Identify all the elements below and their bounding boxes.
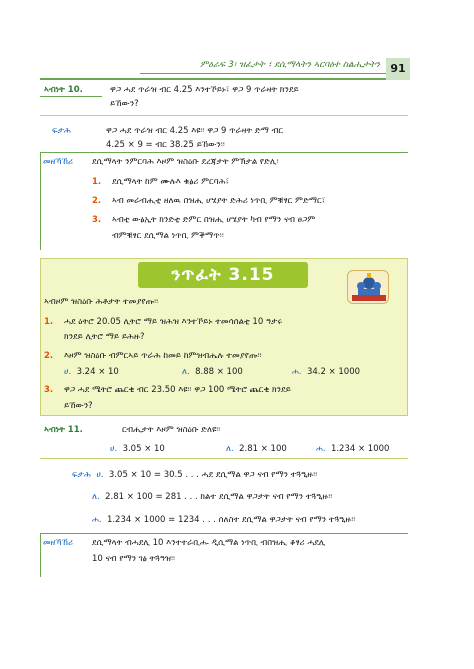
example-11-a-label: ሀ. (110, 444, 118, 454)
chapter-header: ምዕራፍ 3፡ ዝፈታት ፣ ደሲማላትን ኣርባዕተ ስልሒታትን (199, 60, 380, 70)
exercise-q2-c-label: ሐ. (292, 367, 302, 377)
note-1-item-1-text: ደሲማላት ከም ሙሉእ ቁፅሪ ምርባሕ፣ (112, 177, 230, 187)
exercise-q2-b (182, 366, 243, 378)
exercise-q2-text: እዞም ዝስዕቡ ብምርኣይ ጥራሕ ከመይ ከምዝብሔሉ ተመያየጡ፡፡ (64, 351, 262, 361)
exercise-instruction: ኣብዞም ዝስዕቡ ሕቶታት ተመያየጡ፡፡ (44, 297, 159, 307)
exercise-q2-b-label: ለ. (182, 367, 190, 377)
note-2-line1: ደሲማላት ብሓደሊ 10 እንተተራቢሑ ዲሲማል ነጥቢ ብበዝሒ ቆፃሪ ሓደሊ (92, 538, 326, 548)
exercise-q2-a-text: 3.24 × 10 (76, 367, 119, 377)
exercise-q2-b-text: 8.88 × 100 (195, 367, 243, 377)
example-10-question-line1: ዋጋ ሓደ ጥራዝ ብር 4.25 እንተኾይኑ፣ ዋጋ 9 ጥራዛት ክንደይ (110, 85, 299, 95)
solution-11-a-text: 3.05 × 10 = 30.5 . . . ሓደ ደሲማል ዋጋ ናብ የማን ተጓዒዙ፡፡ (108, 470, 318, 480)
example-10-separator (40, 115, 408, 116)
example-11-b-label: ለ. (226, 444, 234, 454)
example-11-separator (40, 458, 408, 459)
solution-11-b (92, 491, 332, 503)
note-1-item-1-num: 1. (92, 177, 102, 187)
exercise-q3-line1 (44, 384, 291, 396)
example-11-label: ኣብነት 11. (44, 425, 83, 435)
example-11-a (110, 443, 165, 455)
solution-10-line2: 4.25 × 9 = ብር 38.25 ይኸውን፡፡ (106, 140, 225, 150)
note-1-item-2-num: 2. (92, 196, 102, 206)
exercise-q2-a (64, 366, 119, 378)
example-11-a-text: 3.05 × 10 (122, 444, 165, 454)
solution-11-c-text: 1.234 × 1000 = 1234 . . . ሰለስተ ደሲማል ዋጋታት ናብ የማን ተጓዒዙ፡፡ (106, 515, 356, 525)
page-number: 91 (386, 58, 410, 80)
exercise-q1-text: ሓደ ዕትሮ 20.05 ሊትሮ ማይ ዝሕዝ እንተኾይኑ ተመሳሰልቲ 10 ዓታሩ (64, 317, 283, 327)
note-1-label: መዘኻኸሪ (43, 157, 73, 167)
exercise-illustration-icon (347, 270, 389, 304)
solution-10-label: ፍታሕ (52, 126, 71, 136)
example-11-b (226, 443, 287, 455)
exercise-q3-text: ዋጋ ሓደ ሜትሮ ጨርቂ ብር 23.50 እዩ፡፡ ዋጋ 100 ሜትሮ ጨርቂ ክንደይ (64, 385, 291, 395)
solution-10-line1: ዋጋ ሓደ ጥራዝ ብር 4.25 እዩ፡፡ ዋጋ 9 ጥራዛት ድማ ብር (106, 126, 284, 136)
solution-11-a-label: ሀ. (96, 470, 104, 480)
solution-11-c-label: ሐ. (92, 515, 102, 525)
example-11-b-text: 2.81 × 100 (239, 444, 287, 454)
example-10-label: ኣብነት 10. (44, 85, 83, 95)
solution-11-b-text: 2.81 × 100 = 281 . . . ክልተ ደሲማል ዋጋታት ናብ የማን ተጓዒዙ፡፡ (105, 492, 333, 502)
exercise-q3-line2: ይኸውን? (64, 401, 93, 411)
exercise-q1-line1 (44, 316, 282, 328)
header-underline (140, 73, 400, 74)
exercise-title: ንጥፈት 3.15 (171, 265, 275, 285)
solution-11-b-label: ለ. (92, 492, 100, 502)
exercise-q2-c-text: 34.2 × 1000 (306, 367, 361, 377)
note-1-item-3-num: 3. (92, 215, 102, 225)
exercise-q2-c (292, 366, 360, 378)
example-11-c (316, 443, 389, 455)
header-rule (40, 78, 386, 80)
note-1-item-3 (92, 214, 315, 226)
exercise-q2-num: 2. (44, 351, 54, 361)
exercise-q1-num: 1. (44, 317, 54, 327)
solution-11-a (72, 469, 317, 481)
exercise-q2 (44, 350, 262, 362)
exercise-q2-a-label: ሀ. (64, 367, 72, 377)
example-11-c-label: ሐ. (316, 444, 326, 454)
exercise-q1-line2: ክንደይ ሊትሮ ማይ ይሕዙ? (64, 332, 145, 342)
note-1-intro: ደሲማላት ንምርባሕ እዞም ዝስዕቡ ደረጃታት ምኽታል የድሊ፡ (92, 157, 279, 167)
note-1-item-3-text: ኣብቲ ውፅኢት ክንድቲ ድምር በዝሒ ሆሄያት ካብ የማን ናብ ፀጋም (112, 215, 316, 225)
example-10-question-line2: ይኸውን? (110, 99, 139, 109)
solution-11-c (92, 514, 355, 526)
example-11-question: ርብሒታት እዞም ዝስዕቡ ድለዩ፡፡ (122, 425, 221, 435)
note-1-item-3-cont: ብምቑፃር ደሲማል ነጥቢ ምቕማጥ፡፡ (112, 231, 224, 241)
exercise-q3-num: 3. (44, 385, 54, 395)
solution-11-label: ፍታሕ (72, 470, 91, 480)
note-2-line2: 10 ናብ የማን ገፅ ትጓዓዝ፡፡ (92, 554, 175, 564)
note-2-label: መዘኻኸሪ (43, 538, 73, 548)
note-1-item-2 (92, 195, 325, 207)
note-1-item-2-text: ኣብ መራብሒቲ ዘለዉ በዝሒ ሆሄያት ድሕሪ ነጥቢ ምቑፃር ምድማር፣ (112, 196, 326, 206)
note-1-item-1 (92, 176, 229, 188)
example-11-c-text: 1.234 × 1000 (330, 444, 390, 454)
